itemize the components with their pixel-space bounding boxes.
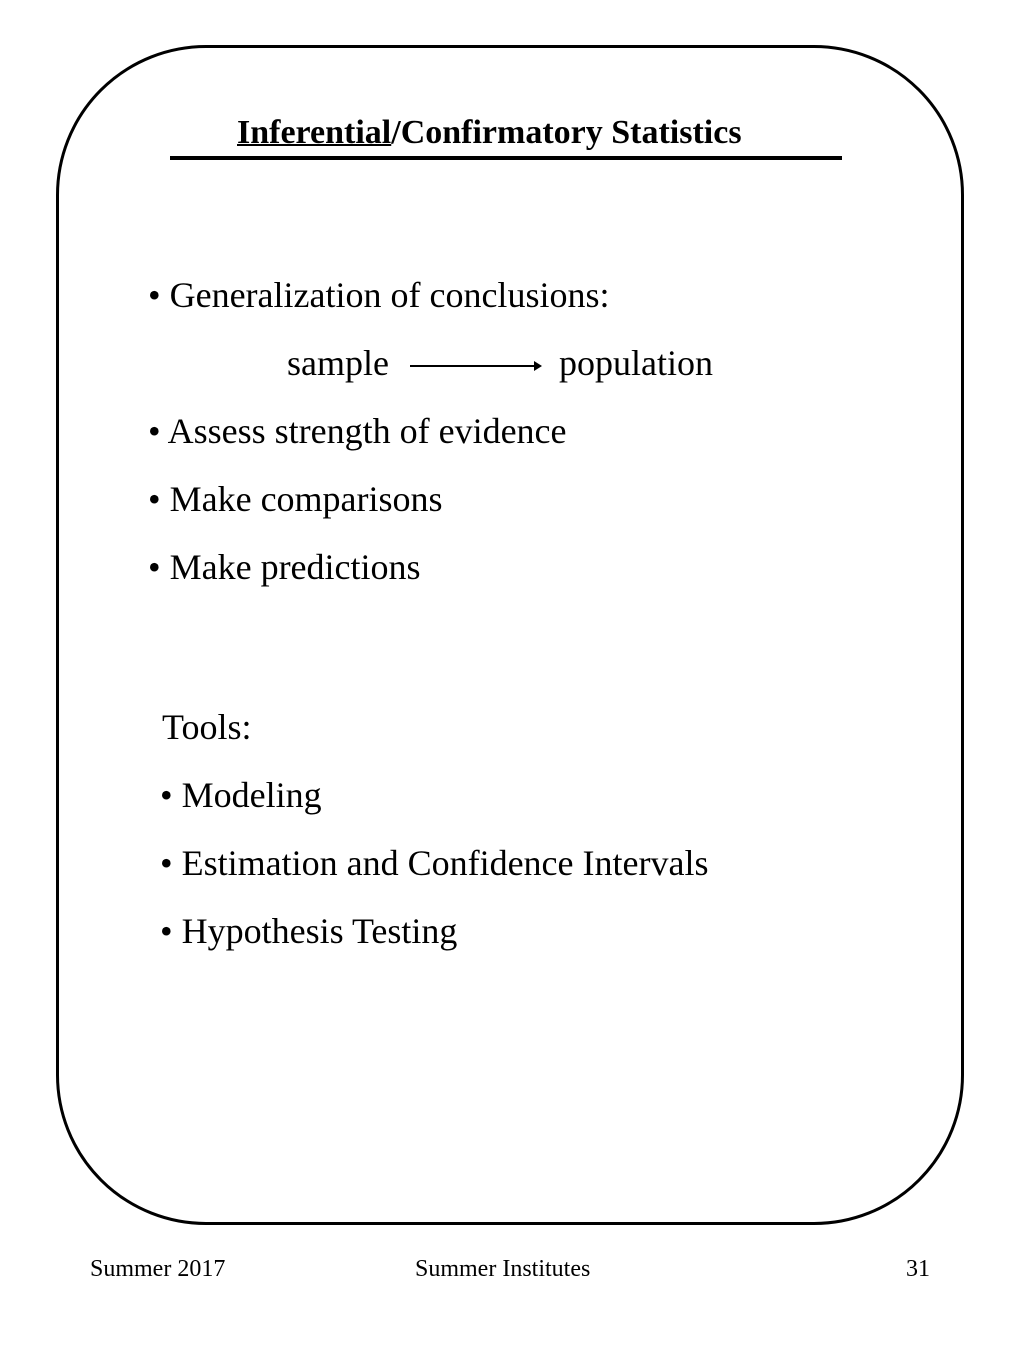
slide-title	[237, 116, 742, 150]
flow-to: population	[559, 343, 713, 383]
flow-from: sample	[287, 343, 389, 383]
tool-item: • Estimation and Confidence Intervals	[160, 843, 709, 883]
bullet: • Assess strength of evidence	[148, 411, 567, 451]
rounded-frame	[56, 45, 964, 1225]
tool-item: • Modeling	[160, 775, 322, 815]
title-rule	[170, 156, 842, 160]
bullet: • Make predictions	[148, 547, 421, 587]
bullet: • Generalization of conclusions:	[148, 275, 610, 315]
bullet: • Make comparisons	[148, 479, 443, 519]
page-number: 31	[906, 1256, 930, 1282]
tool-item: • Hypothesis Testing	[160, 911, 458, 951]
footer-center: Summer Institutes	[415, 1256, 591, 1282]
title-rest: /Confirmatory Statistics	[391, 114, 742, 151]
tools-heading: Tools:	[162, 707, 252, 747]
footer-left: Summer 2017	[90, 1256, 226, 1282]
arrow-icon	[410, 365, 540, 367]
title-underlined: Inferential	[237, 114, 392, 151]
